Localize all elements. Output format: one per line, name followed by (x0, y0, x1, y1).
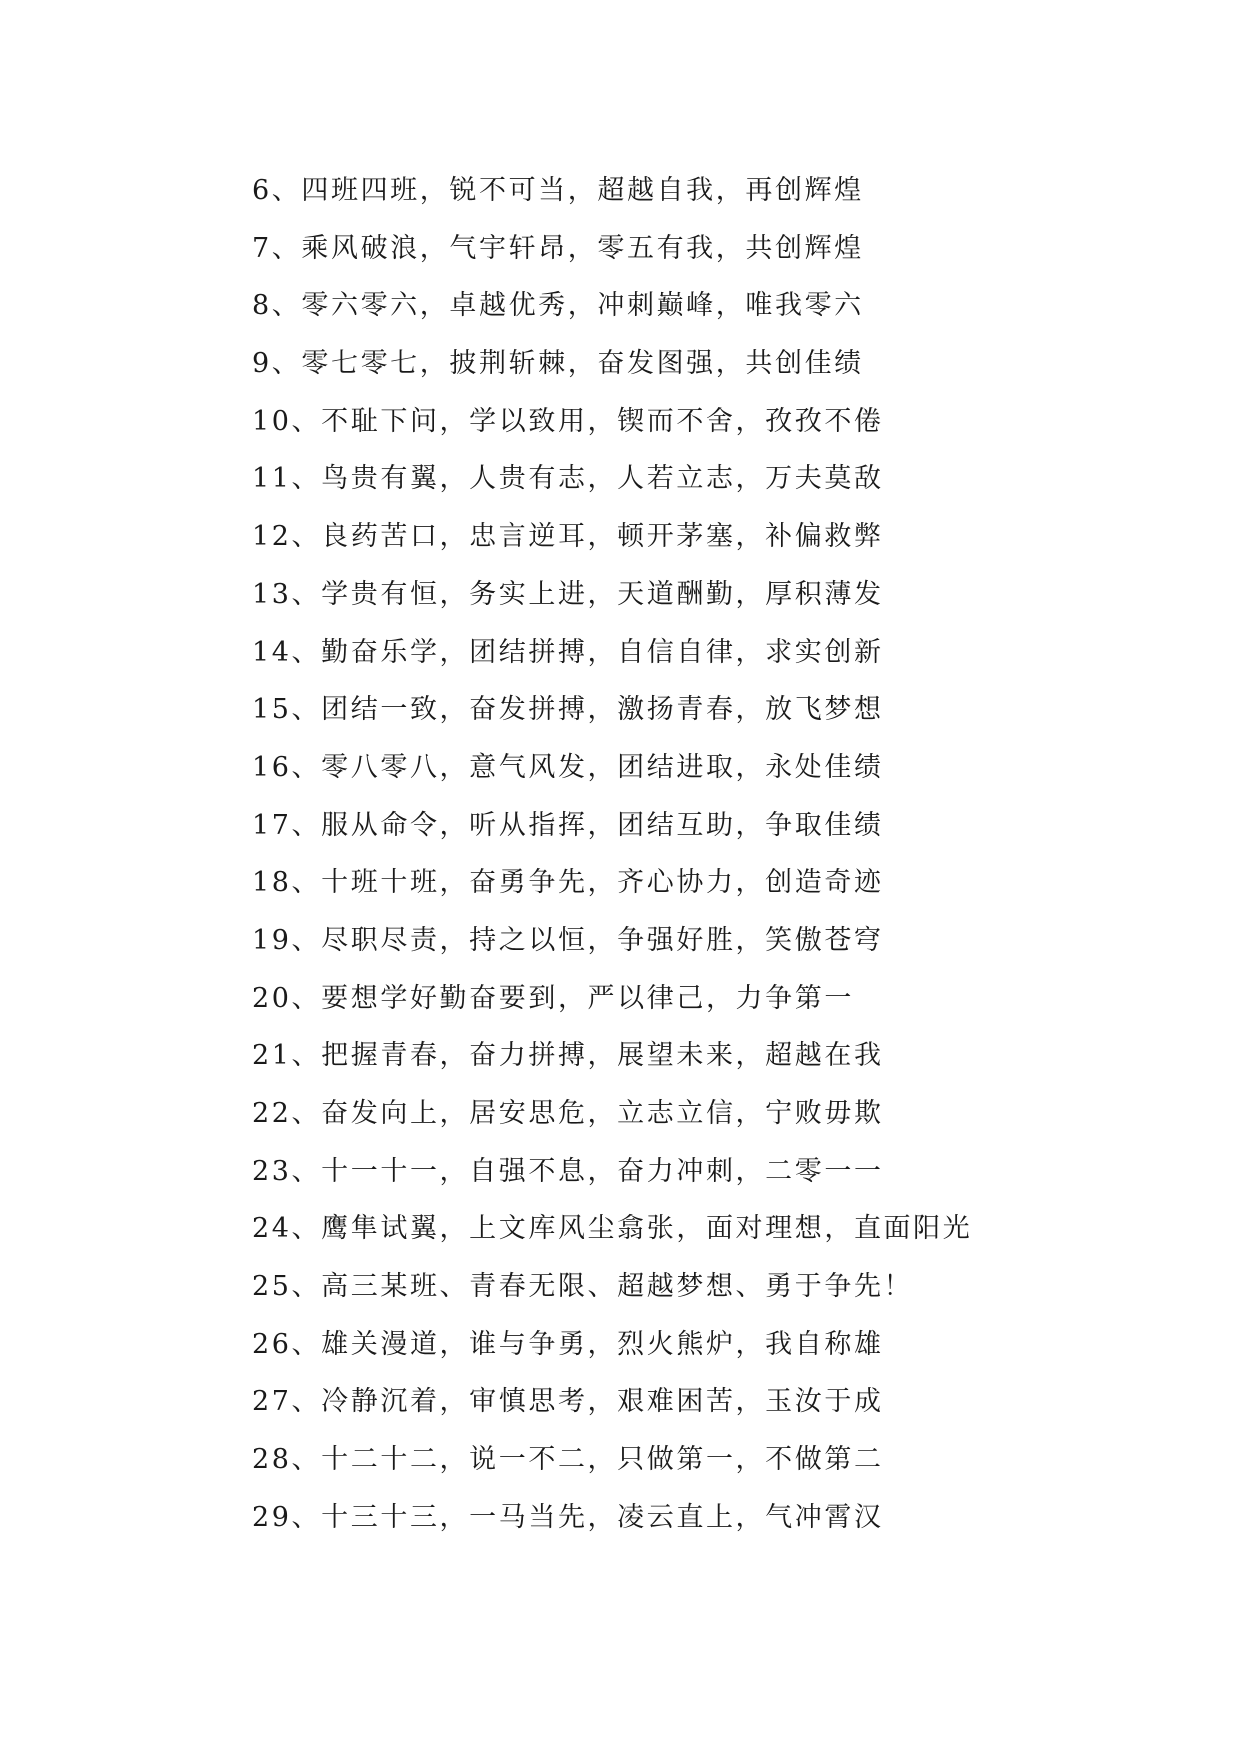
slogan-line-15: 15、团结一致，奋发拼搏，激扬青春，放飞梦想 (252, 694, 884, 726)
slogan-line-18: 18、十班十班，奋勇争先，齐心协力，创造奇迹 (252, 867, 884, 899)
slogan-line-21: 21、把握青春，奋力拼搏，展望未来，超越在我 (252, 1040, 884, 1072)
slogan-line-25: 25、高三某班、青春无限、超越梦想、勇于争先！ (252, 1271, 914, 1303)
slogan-line-24: 24、鹰隼试翼，上文库风尘翕张，面对理想，直面阳光 (252, 1213, 973, 1245)
slogan-line-29: 29、十三十三，一马当先，凌云直上，气冲霄汉 (252, 1501, 884, 1533)
slogan-line-7: 7、乘风破浪，气宇轩昂，零五有我，共创辉煌 (252, 232, 864, 264)
slogan-line-20: 20、要想学好勤奋要到，严以律己，力争第一 (252, 982, 854, 1014)
slogan-line-6: 6、四班四班，锐不可当，超越自我，再创辉煌 (252, 175, 864, 206)
slogan-line-26: 26、雄关漫道，谁与争勇，烈火熊炉，我自称雄 (252, 1328, 884, 1360)
slogan-line-17: 17、服从命令，听从指挥，团结互助，争取佳绩 (252, 809, 884, 841)
slogan-line-13: 13、学贵有恒，务实上进，天道酬勤，厚积薄发 (252, 578, 884, 610)
slogan-line-10: 10、不耻下问，学以致用，锲而不舍，孜孜不倦 (252, 405, 884, 437)
slogan-line-9: 9、零七零七，披荆斩棘，奋发图强，共创佳绩 (252, 348, 864, 380)
slogan-line-12: 12、良药苦口，忠言逆耳，顿开茅塞，补偏救弊 (252, 521, 884, 553)
slogan-line-14: 14、勤奋乐学，团结拼搏，自信自律，求实创新 (252, 636, 884, 668)
slogan-line-16: 16、零八零八，意气风发，团结进取，永处佳绩 (252, 751, 884, 783)
slogan-line-23: 23、十一十一，自强不息，奋力冲刺，二零一一 (252, 1155, 884, 1187)
slogan-line-28: 28、十二十二，说一不二，只做第一，不做第二 (252, 1444, 884, 1476)
slogan-line-8: 8、零六零六，卓越优秀，冲刺巅峰，唯我零六 (252, 290, 864, 322)
slogan-line-22: 22、奋发向上，居安思危，立志立信，宁败毋欺 (252, 1098, 884, 1129)
slogan-line-11: 11、鸟贵有翼，人贵有志，人若立志，万夫莫敌 (252, 463, 884, 495)
slogan-line-27: 27、冷静沉着，审慎思考，艰难困苦，玉汝于成 (252, 1386, 884, 1418)
slogan-list (252, 162, 972, 1547)
slogan-line-19: 19、尽职尽责，持之以恒，争强好胜，笑傲苍穹 (252, 924, 884, 956)
